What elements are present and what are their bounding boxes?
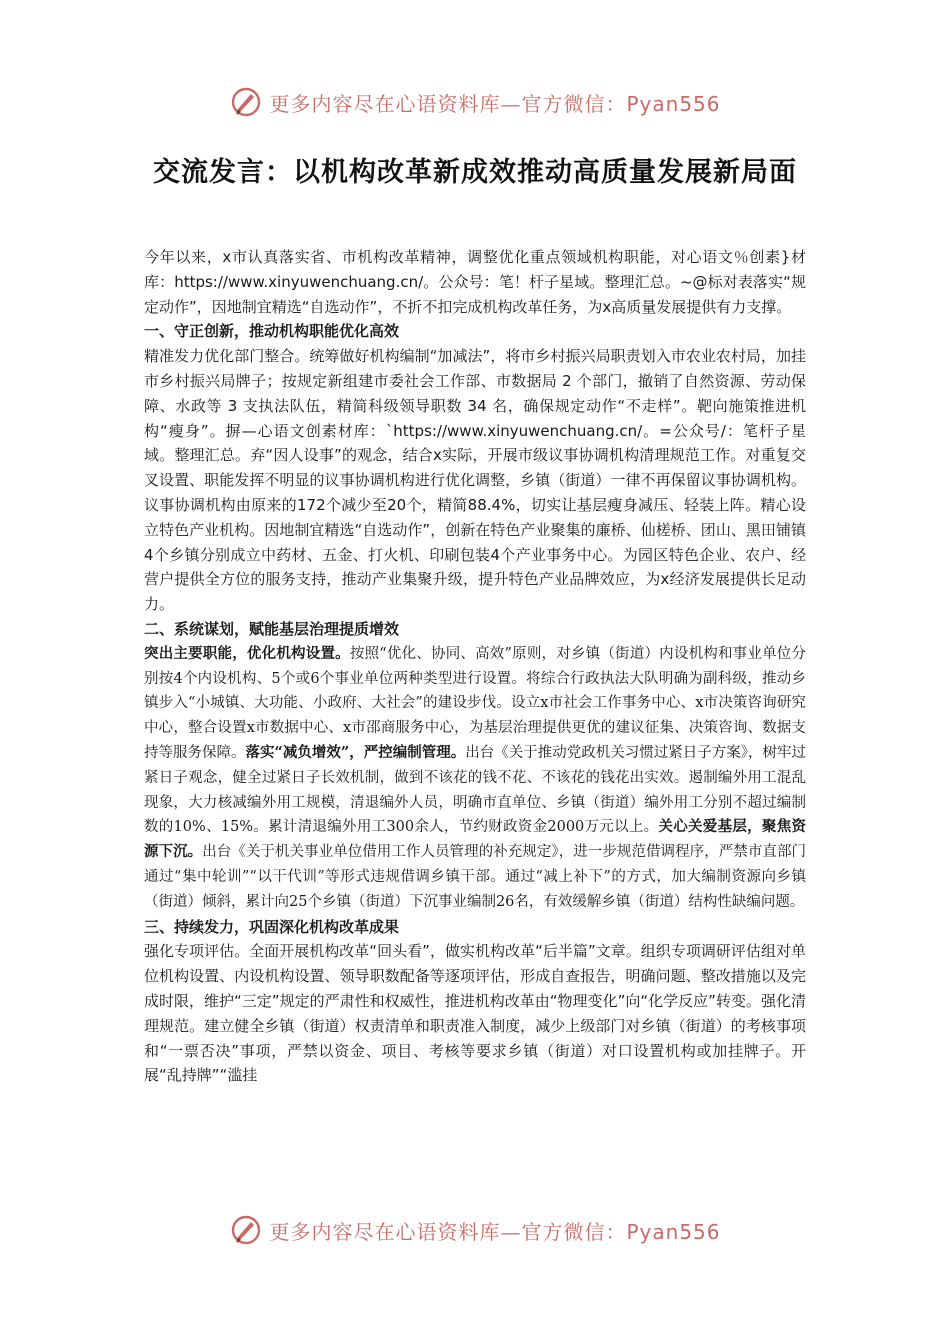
section-2-text-2: 出台《关于推动党政机关习惯过紧日子方案》，树牢过紧日子观念，健全过紧日子长效机制，做到不该花的钱不花、不该花的钱花出实效。遏制编外用工混乱现象，大力核减编外用工规模，清退编外人员，明确市直单位、乡镇（街道）编外用工分别不超过编制数的10%、15%。累计清退编外用工300余人，节约财政资金2000万元以上。 [144,744,806,836]
section-3-body: 强化专项评估。全面开展机构改革“回头看”，做实机构改革“后半篇”文章。组织专项调研评估组对单位机构设置、内设机构设置、领导职数配备等逐项评估，形成自查报告，明确问题、整改措施以及完成时限，维护“三定”规定的严肃性和权威性，推进机构改革由“物理变化”向“化学反应”转变。强化清理规范。建立健全乡镇（街道）权责清单和职责准入制度，减少上级部门对乡镇（街道）的考核事项和“一票否决”事项，严禁以资金、项目、考核等要求乡镇（街道）对口设置机构或加挂牌子。开展“乱持牌”“滥挂 [144,942,806,1085]
document-body [144,245,806,1088]
header-banner [0,80,950,124]
section-2-text-1: 按照“优化、协同、高效”原则，对乡镇（街道）内设机构和事业单位分别按4个内设机构、5个或6个事业单位两种类型进行设置。将综合行政执法大队明确为副科级，推动乡镇步入“小城镇、大功能、小政府、大社会”的建设步伐。设立x市社会工作事务中心、x市决策咨询研究中心，整合设置x市数据中心、x市邵商服务中心，为基层治理提供更优的建议征集、决策咨询、数据支持等服务保障。 [144,645,807,761]
banner-text [269,88,720,117]
banner-slogan: 更多内容尽在心语资料库—官方微信： [269,91,627,116]
section-2-lead-1: 突出主要职能，优化机构设置。 [144,644,350,662]
banner-text [269,1216,720,1245]
document-title: 交流发言：以机构改革新成效推动高质量发展新局面 [153,157,797,188]
section-2-text-3: 出台《关于机关事业单位借用工作人员管理的补充规定》，进一步规范借调程序，严禁市直部门通过“集中轮训”“以干代训”等形式违规借调乡镇干部。通过“减上补下”的方式，加大编制资源向乡镇（街道）倾斜，累计向25个乡镇（街道）下沉事业编制26名，有效缓解乡镇（街道）结构性缺编问题。 [144,844,806,910]
section-2-lead-2: 落实“减负增效”，严控编制管理。 [245,743,466,761]
section-1-heading: 一、守正创新，推动机构职能优化高效 [144,322,400,341]
section-2-lead-3: 关心关爱基层，聚焦资源下沉。 [144,818,806,861]
section-1-body: 精准发力优化部门整合。统筹做好机构编制“加减法”，将市乡村振兴局职责划入市农业农村局，加挂市乡村振兴局牌子；按规定新组建市委社会工作部、市数据局 2 个部门，撤销了自然资源、劳动保障、水政等 3 支执法队伍，精简科级领导职数 34 名，确保规定动作“不走样”。靶向施策推进机构“瘦身”。摒—心语文创素材库：`https://www.xinyuwenchuang.cn/。=公众号/：笔杆子星域。整理汇总。弃“因人设事”的观念，结合x实际，开展市级议事协调机构清理规范工作。对重复交叉设置、职能发挥不明显的议事协调机构进行优化调整，乡镇（街道）一律不再保留议事协调机构。议事协调机构由原来的172个减少至20个，精简88.4%，切实让基层瘦身减压、轻装上阵。精心设立特色产业机构。因地制宜精选“自选动作”，创新在特色产业聚集的廉桥、仙槎桥、团山、黑田铺镇4个乡镇分别成立中药材、五金、打火机、印刷包装4个产业事务中心。为园区特色企业、农户、经营户提供全方位的服务支持，推动产业集聚升级，提升特色产业品牌效应，为x经济发展提供长足动力。 [144,347,806,614]
footer-banner [0,1208,950,1252]
section-2-heading: 二、系统谋划，赋能基层治理提质增效 [144,619,400,638]
banner-wechat-id: Pyan556 [626,1219,721,1244]
section-2-body [144,642,806,915]
intro-paragraph: 今年以来，x市认真落实省、市机构改革精神，调整优化重点领域机构职能，对心语文％创素}材库：https://www.xinyuwenchuang.cn/。公众号：笔！杆子星域。整理汇总。~@标对表落实“规定动作”，因地制宜精选“自选动作”，不折不扣完成机构改革任务，为x高质量发展提供有力支撑。 [144,248,806,316]
brush-logo-icon [229,1213,263,1247]
banner-slogan: 更多内容尽在心语资料库—官方微信： [269,1219,627,1244]
banner-wechat-id: Pyan556 [626,91,721,116]
section-3-heading: 三、持续发力，巩固深化机构改革成果 [144,917,400,936]
brush-logo-icon [229,85,263,119]
